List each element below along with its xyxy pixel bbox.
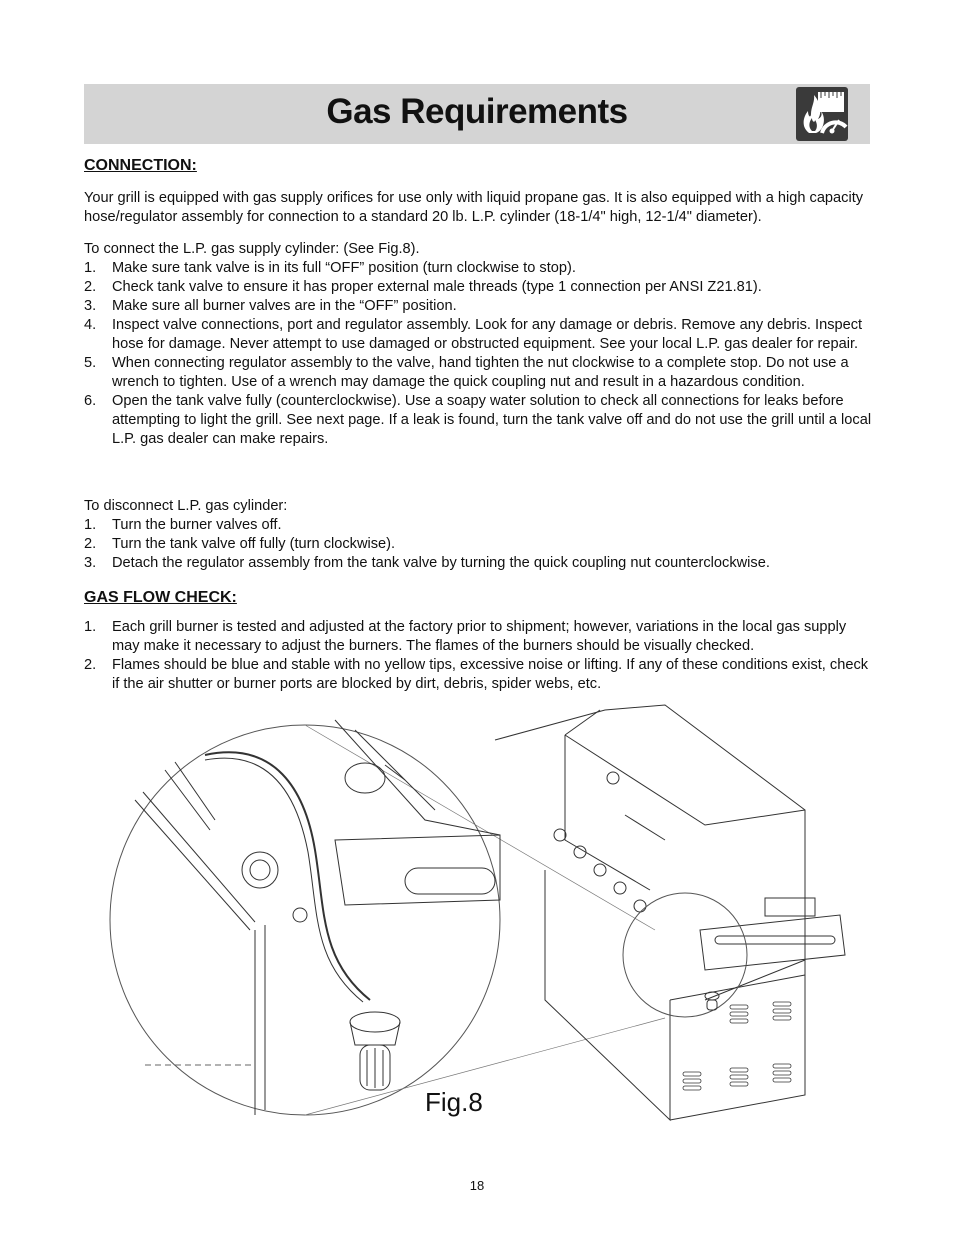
list-item: 6. Open the tank valve fully (counterclockwise). Use a soapy water solution to check all connections for leaks before attempting to light the grill. See next page. If a leak is found, turn the tank valve off and do not use the grill until a local L.P. gas dealer can make repairs. bbox=[84, 393, 872, 447]
disconnect-intro: To disconnect L.P. gas cylinder: bbox=[84, 498, 288, 514]
connect-intro: To connect the L.P. gas supply cylinder: (See Fig.8). bbox=[84, 241, 420, 257]
list-item: 1. Turn the burner valves off. bbox=[84, 517, 282, 533]
list-item: 1. Each grill burner is tested and adjusted at the factory prior to shipment; however, variations in the local gas supply may make it necessary to adjust the burners. The flames of the burners should be visually checked. bbox=[84, 619, 847, 654]
connection-heading: CONNECTION: bbox=[84, 157, 197, 174]
list-item: 1. Make sure tank valve is in its full “OFF” position (turn clockwise to stop). bbox=[84, 260, 576, 276]
list-item: 4. Inspect valve connections, port and regulator assembly. Look for any damage or debris. Remove any debris. Inspect hose for damage. Never attempt to use damaged or obstructed equipment. See your local L.P. gas dealer for repair. bbox=[84, 317, 863, 352]
connection-intro: Your grill is equipped with gas supply orifices for use only with liquid propane gas. It is also equipped with a high capacity hose/regulator assembly for connection to a standard 20 lb. L.P. cylinder (18-1/4" high, 12-1/4" diameter). bbox=[84, 190, 864, 225]
figure-label: Fig.8 bbox=[425, 1087, 483, 1117]
list-item: 2. Turn the tank valve off fully (turn clockwise). bbox=[84, 536, 396, 552]
connect-steps-list bbox=[84, 259, 874, 449]
gas-flow-heading: GAS FLOW CHECK: bbox=[84, 589, 237, 606]
list-item: 5. When connecting regulator assembly to the valve, hand tighten the nut clockwise to a complete stop. Do not use a wrench to tighten. Use of a wrench may damage the quick coupling nut and result in a hazardous condition. bbox=[84, 355, 849, 390]
page-title: Gas Requirements bbox=[326, 92, 628, 131]
gas-flame-gauge-icon bbox=[796, 87, 848, 141]
list-item: 2. Flames should be blue and stable with no yellow tips, excessive noise or lifting. If any of these conditions exist, check if the air shutter or burner ports are blocked by dirt, debris, spider webs, etc. bbox=[84, 657, 869, 692]
grill-illustration bbox=[105, 700, 855, 1140]
list-item: 3. Make sure all burner valves are in the “OFF” position. bbox=[84, 298, 457, 314]
page-number: 18 bbox=[469, 1178, 485, 1193]
list-item: 3. Detach the regulator assembly from the tank valve by turning the quick coupling nut counterclockwise. bbox=[84, 555, 770, 571]
list-item: 2. Check tank valve to ensure it has proper external male threads (type 1 connection per ANSI Z21.81). bbox=[84, 279, 762, 295]
page-header bbox=[84, 84, 870, 144]
disconnect-steps-list bbox=[84, 516, 874, 573]
gas-flow-steps-list bbox=[84, 618, 874, 694]
